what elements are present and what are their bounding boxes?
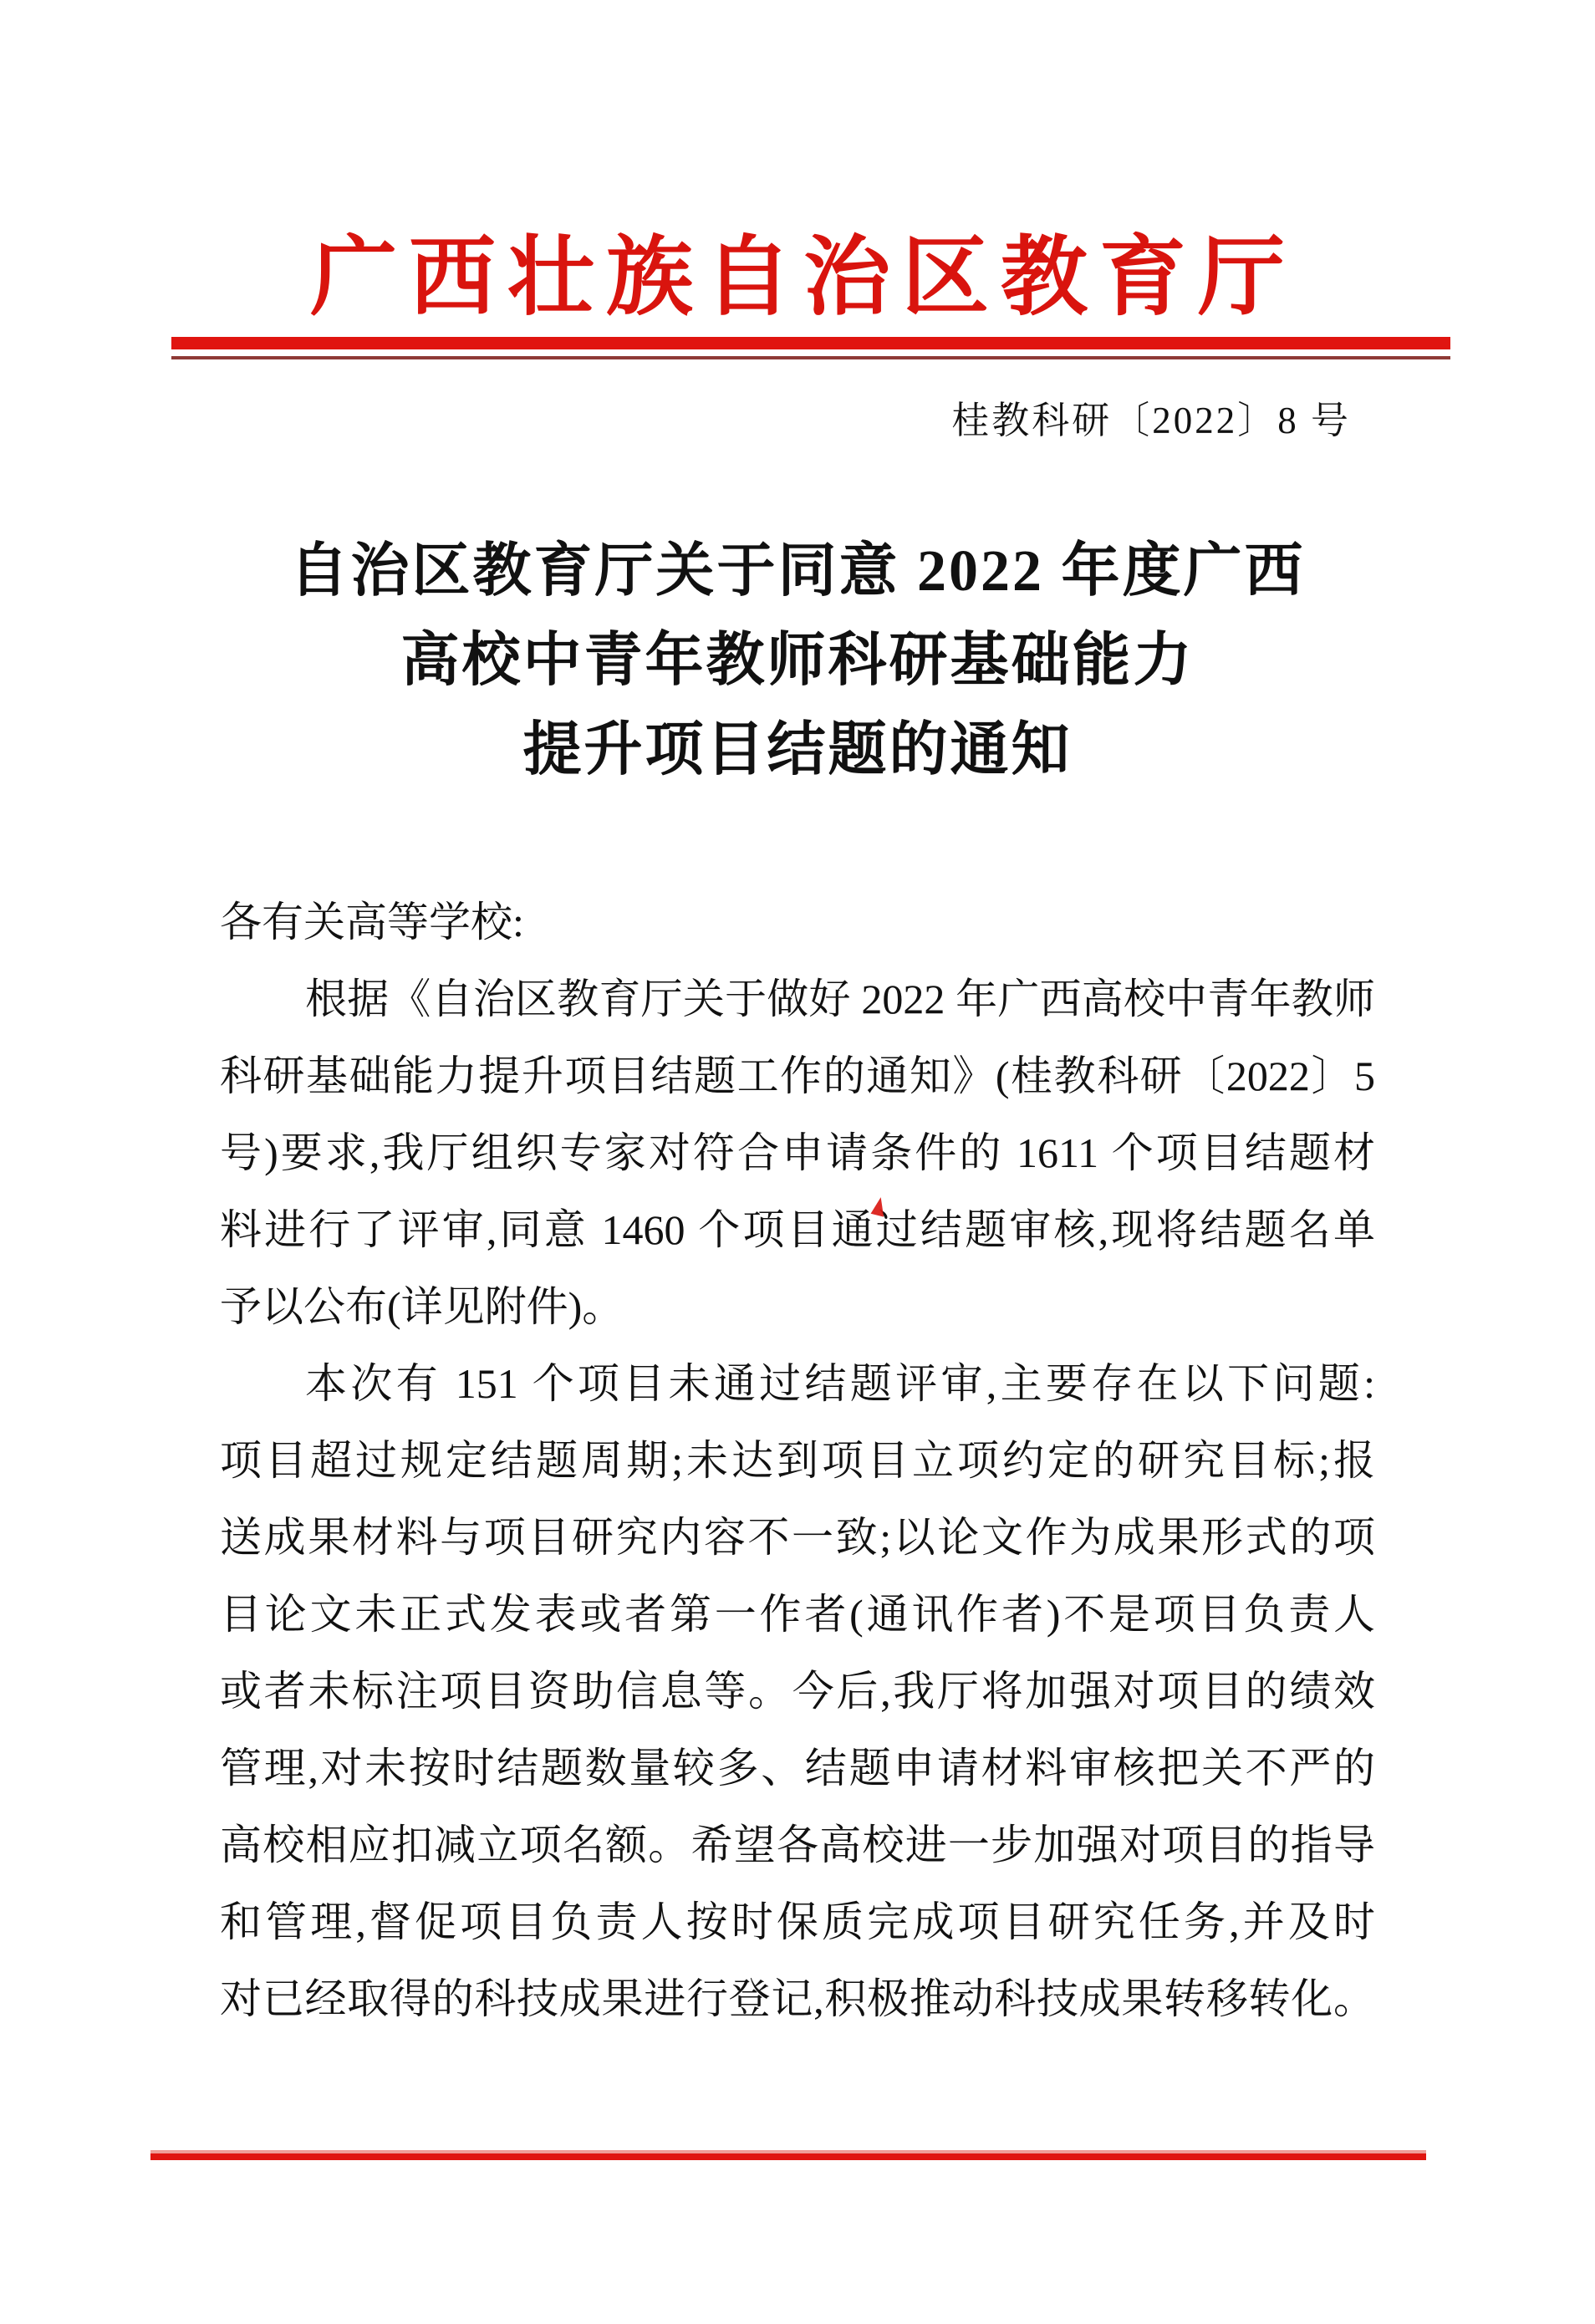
body-line: 料进行了评审,同意 1460 个项目通过结题审核,现将结题名单: [220, 1206, 1375, 1253]
letterhead-org-title: 广西壮族自治区教育厅: [309, 230, 1297, 326]
body-line: 对已经取得的科技成果进行登记,积极推动科技成果转移转化。: [220, 1975, 1375, 2022]
document-title-line-1: 自治区教育厅关于同意 2022 年度广西: [289, 539, 1306, 604]
body-line: 号)要求,我厅组织专家对符合申请条件的 1611 个项目结题材: [220, 1129, 1375, 1176]
body-line: 和管理,督促项目负责人按时保质完成项目研究任务,并及时: [220, 1898, 1375, 1945]
body-line: 送成果材料与项目研究内容不一致;以论文作为成果形式的项: [220, 1514, 1375, 1561]
document-body: [220, 884, 1375, 2037]
body-line: 管理,对未按时结题数量较多、结题申请材料审核把关不严的: [220, 1745, 1375, 1791]
body-line: 高校相应扣减立项名额。希望各高校进一步加强对项目的指导: [220, 1822, 1375, 1868]
body-line: 科研基础能力提升项目结题工作的通知》(桂教科研〔2022〕5: [220, 1052, 1375, 1099]
body-line: 予以公布(详见附件)。: [220, 1283, 624, 1330]
document-title-line-3: 提升项目结题的通知: [522, 718, 1073, 782]
salutation-line: 各有关高等学校:: [220, 899, 524, 945]
body-line: 目论文未正式发表或者第一作者(通讯作者)不是项目负责人: [220, 1591, 1375, 1638]
body-line: 本次有 151 个项目未通过结题评审,主要存在以下问题:: [305, 1360, 1375, 1407]
body-line: 项目超过规定结题周期;未达到项目立项约定的研究目标;报: [220, 1437, 1375, 1484]
footer-rule: [150, 2150, 1426, 2160]
document-title: [0, 527, 1595, 795]
letterhead-separator-thin-rule: [171, 356, 1450, 359]
document-reference-number: 桂教科研〔2022〕8 号: [951, 400, 1351, 441]
letterhead-separator-thick-rule: [171, 337, 1450, 349]
body-line: 或者未标注项目资助信息等。今后,我厅将加强对项目的绩效: [220, 1668, 1375, 1715]
body-line: 根据《自治区教育厅关于做好 2022 年广西高校中青年教师: [305, 976, 1375, 1022]
document-title-line-2: 高校中青年教师科研基础能力: [400, 629, 1195, 693]
